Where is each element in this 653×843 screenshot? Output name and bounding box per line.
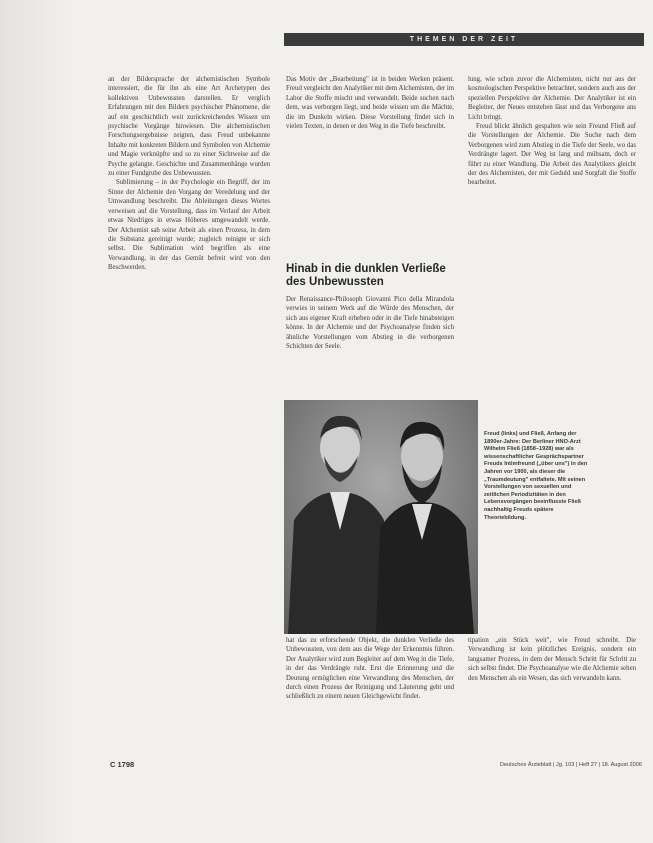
publication-footer: Deutsches Ärzteblatt | Jg. 103 | Heft 27 | 18. August 2006 [499, 762, 642, 768]
middle-column-top [286, 75, 454, 253]
middle-column-bottom [286, 636, 454, 754]
paragraph: Sublimierung – in der Psychologie ein Begriff, der im Sinne der Alchemie den Vorgang der Veredelung und der Umwandlung beschreibt. Die Ableitungen dieses Wortes verweisen auf die Vorstellung, dass im Verlauf der Arbeit etwas Niedriges in etwas Höheres umgewandelt werde. Der Alchemist sah seine Arbeit als einen Prozess, in dem die Substanz gereinigt wurde; zugleich reinigte er sich selbst. Die Sublimation wird begriffen als eine Verwandlung, in der das Gemüt befreit wird von den Beschwerden. [108, 179, 270, 272]
photo-caption: Freud (links) und Fließ, Anfang der 1890er-Jahre: Der Berliner HNO-Arzt Wilhelm Fließ (1858–1928) war als wissenschaftlicher Gesprächspartner Freuds Intimfreund („über uns") in den Jahren vor 1900, als dieser die „Traumdeutung" entfaltete. Mit seinen Vorstellungen von sexuellen und zeitlichen Periodizitäten in den Lebensvorgängen beeinflusste Fließ nachhaltig Freuds spätere Theoriebildung. [484, 431, 588, 521]
paragraph: lung, wie schon zuvor die Alchemisten, nicht nur aus der kosmologischen Perspektive betrachtet, sondern auch aus der speziellen Perspektive der Alchemie. Der Analytiker ist ein Begleiter, der Neues entstehen lässt und das Verborgene ans Licht bringt. [468, 76, 636, 121]
section-title: THEMEN DER ZEIT [409, 36, 519, 43]
middle-column-body [286, 295, 454, 397]
right-column-bottom [468, 636, 636, 754]
paragraph: an der Bildersprache der alchemistischen Symbole interessiert, die für ihn als eine Art Archetypen des kollektiven Unbewussten darstellen. Er verglich Erfahrungen mit den Bildern psychischer Phänomene, die auf ein geschichtlich weit zurückreichendes Wissen um psychische Vorgänge hinwiesen. Die alchemistischen Forschungsergebnisse zeigten, dass Freud unbekannte Inhalte mit konkreten Bildern und Symbolen von Alchemie und Magie verknüpfte und so zu einer Sichtweise auf die Psyche gelangte. Geschichte und Zusammenhänge wurden zu einer Fundgrube des Unbewussten. [108, 76, 270, 178]
right-column-top [468, 75, 636, 405]
paragraph: hat das zu erforschende Objekt, die dunklen Verließe des Unbewussten, von dem aus die Wege der Erkenntnis führen. Der Analytiker wird zum Begleiter auf dem Weg in die Tiefe, in der das Verdrängte ruht. Erst die Erinnerung und die Deutung ermöglichen eine Verwandlung des Menschen, der durch einen Prozess der Reinigung und Läuterung geht und schließlich zu einem neuen Gleichgewicht findet. [286, 637, 454, 701]
left-column [108, 75, 270, 755]
page-edge-shadow [0, 0, 70, 843]
section-header-bar [284, 33, 644, 46]
paragraph: Freud blickt ähnlich gespalten wie sein Freund Fließ auf die Vorstellungen der Alchemie. Die Suche nach dem Verborgenen wird zum Abstieg in die Tiefe der Seele, wo das Verdrängte lagert. Der Weg ist lang und mühsam, doch er führt zu einer Wandlung. Die Arbeit des Analytikers gleicht der des Alchemisten, der mit Geduld und Sorgfalt die Stoffe bearbeitet. [468, 123, 636, 187]
paragraph: tipation „ein Stück weit", wie Freud schreibt. Die Verwandlung ist kein plötzliches Ereignis, sondern ein langsamer Prozess, in dem der Mensch Schritt für Schritt zu sich selbst findet. Die Psychoanalyse wie die Alchemie sehen den Menschen als ein Wesen, das sich verwandeln kann. [468, 637, 636, 682]
paragraph: Das Motiv der „Bearbeitung" ist in beiden Werken präsent. Freud vergleicht den Analytiker mit dem Alchemisten, der im Labor die Stoffe mischt und verwandelt. Beide suchen nach dem, was verborgen liegt, und beide wissen um die Mächte, die im Dunkeln wirken. Diese Vorstellung findet sich in vielen Texten, in denen er den Weg in die Tiefe beschreibt. [286, 76, 454, 131]
page-number: C 1798 [110, 760, 135, 769]
subheading: Hinab in die dunklen Verließe des Unbewussten [286, 263, 446, 288]
historic-photo-freud-fliess [284, 400, 478, 634]
paragraph: Der Renaissance-Philosoph Giovanni Pico della Mirandola verwies in seinem Werk auf die Würde des Menschen, der sich aus eigener Kraft erheben oder in die Tiefe hinabsteigen könne. In der Alchemie und der Psychoanalyse finden sich ähnliche Vorstellungen vom Abstieg in die verborgenen Schichten der Seele. [286, 296, 454, 351]
portrait-photo-graphic [284, 400, 478, 634]
